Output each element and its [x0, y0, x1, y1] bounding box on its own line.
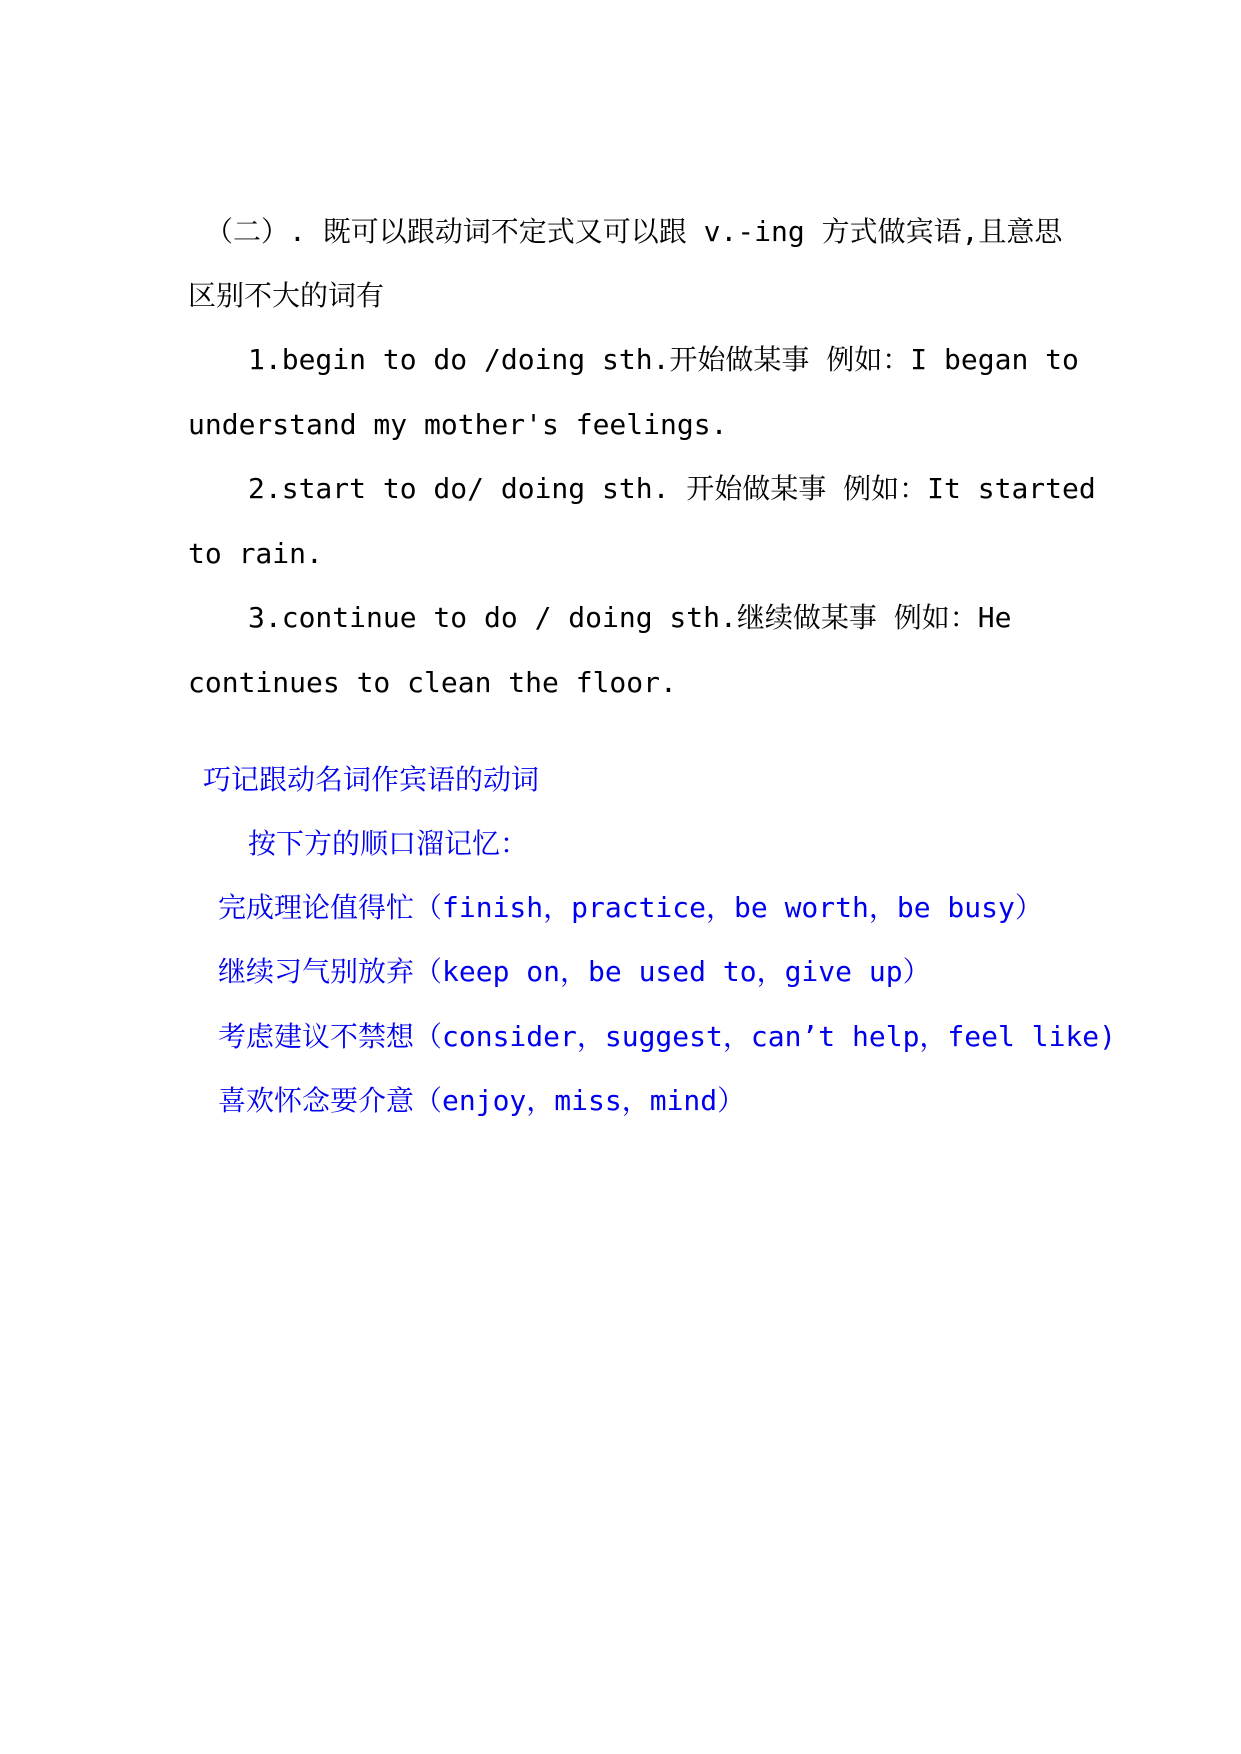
tip-intro: 按下方的顺口溜记忆：: [248, 827, 529, 860]
item-continue-line-1: 3.continue to do / doing sth.继续做某事 例如：He: [248, 601, 1012, 634]
item-continue-line-2: continues to clean the floor.: [188, 666, 677, 699]
rhyme-line: 考虑建议不禁想（consider，suggest，can’t help，feel like): [218, 1020, 1117, 1053]
rhyme-line: 喜欢怀念要介意（enjoy，miss，mind）: [218, 1084, 746, 1117]
item-begin-line-2: understand my mother's feelings.: [188, 408, 728, 441]
rhyme-line: 继续习气别放弃（keep on，be used to，give up）: [218, 955, 931, 988]
item-start-line-1: 2.start to do/ doing sth. 开始做某事 例如：It started: [248, 472, 1096, 505]
section-heading-line-2: 区别不大的词有: [188, 279, 385, 312]
rhyme-line: 完成理论值得忙（finish，practice，be worth，be busy）: [218, 891, 1043, 924]
section-heading-line-1: （二）. 既可以跟动词不定式又可以跟 v.-ing 方式做宾语,且意思: [205, 215, 1063, 248]
item-begin-line-1: 1.begin to do /doing sth.开始做某事 例如：I began to: [248, 343, 1079, 376]
tip-title: 巧记跟动名词作宾语的动词: [203, 763, 540, 796]
item-start-line-2: to rain.: [188, 537, 323, 570]
